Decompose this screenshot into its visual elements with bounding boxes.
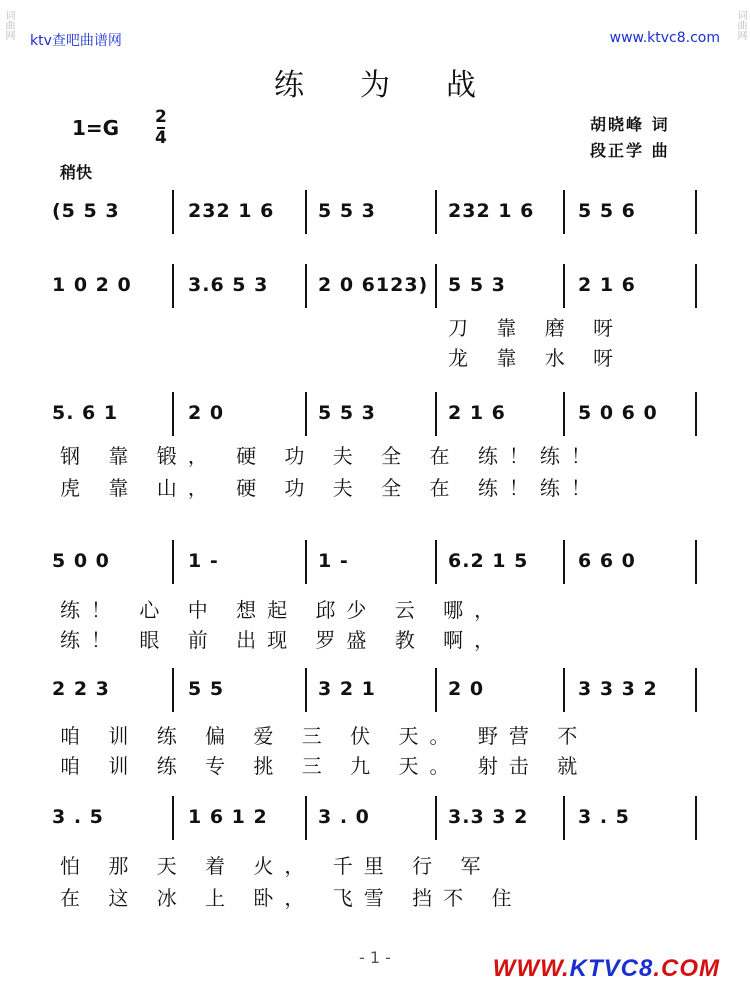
bar-line	[563, 392, 565, 436]
lyric-line-verse1: 练！ 心 中 想起 邱少 云 哪，	[60, 598, 506, 622]
right-side-watermark	[734, 0, 748, 1006]
lyricist-credit: 胡晓峰 词	[590, 115, 670, 134]
site-logo	[493, 955, 720, 983]
bar-line	[172, 392, 174, 436]
measure: 2 1 6	[578, 274, 636, 296]
logo-mid: KTVC8	[569, 955, 654, 982]
bar-line	[435, 540, 437, 584]
measure: 5 5	[188, 678, 225, 700]
measure: 3 . 0	[318, 806, 370, 828]
watermark-text: 词曲网	[3, 10, 14, 40]
meter-top: 2	[155, 107, 167, 127]
notation-row	[0, 392, 750, 436]
bar-line	[172, 668, 174, 712]
logo-suffix: .COM	[653, 955, 720, 982]
bar-line	[305, 540, 307, 584]
bar-line	[172, 264, 174, 308]
notation-row	[0, 190, 750, 234]
tempo-marking: 稍快	[60, 163, 93, 182]
lyric-line-verse1: 咱 训 练 偏 爱 三 伏 天。 野营 不	[60, 724, 589, 748]
bar-line	[305, 668, 307, 712]
key-signature: 1=G	[72, 116, 120, 140]
measure: 1 6 1 2	[188, 806, 268, 828]
bar-line	[435, 190, 437, 234]
measure: 2 0	[448, 678, 485, 700]
measure: 232 1 6	[188, 200, 275, 222]
measure: 5 0 0	[52, 550, 110, 572]
logo-prefix: WWW.	[492, 955, 570, 982]
measure: 5 5 3	[318, 200, 376, 222]
bar-line	[695, 796, 697, 840]
notation-row	[0, 668, 750, 712]
bar-line	[695, 392, 697, 436]
lyric-line-verse2: 虎 靠 山， 硬 功 夫 全 在 练！练！	[60, 476, 602, 500]
bar-line	[563, 190, 565, 234]
watermark-text: 词曲网	[735, 10, 746, 40]
measure: 1 0 2 0	[52, 274, 132, 296]
left-side-watermark	[2, 0, 16, 1006]
measure: 5 5 3	[448, 274, 506, 296]
bar-line	[435, 668, 437, 712]
measure: 1 -	[318, 550, 349, 572]
lyric-line-verse1: 钢 靠 锻， 硬 功 夫 全 在 练！练！	[60, 444, 602, 468]
measure: 6 6 0	[578, 550, 636, 572]
measure: 5 5 6	[578, 200, 636, 222]
measure: 3 3 3 2	[578, 678, 658, 700]
measure: 3.3 3 2	[448, 806, 529, 828]
lyric-line-verse1: 刀 靠 磨 呀	[448, 316, 625, 340]
lyric-line-verse2: 练！ 眼 前 出现 罗盛 教 啊，	[60, 628, 506, 652]
page-number: - 1 -	[359, 948, 391, 967]
site-name-left: ktv查吧曲谱网	[30, 33, 122, 49]
bar-line	[695, 540, 697, 584]
bar-line	[305, 264, 307, 308]
bar-line	[695, 668, 697, 712]
bar-line	[435, 796, 437, 840]
bar-line	[435, 392, 437, 436]
measure: (5 5 3	[52, 200, 120, 222]
composer-credit: 段正学 曲	[590, 141, 670, 160]
measure: 2 0 6123)	[318, 274, 429, 296]
site-url-right: www.ktvc8.com	[609, 30, 720, 46]
time-signature	[155, 108, 167, 148]
measure: 2 1 6	[448, 402, 506, 424]
bar-line	[695, 264, 697, 308]
bar-line	[172, 540, 174, 584]
measure: 3 . 5	[52, 806, 104, 828]
measure: 5 0 6 0	[578, 402, 658, 424]
measure: 3 . 5	[578, 806, 630, 828]
lyric-line-verse2: 龙 靠 水 呀	[448, 346, 625, 370]
meter-bottom: 4	[155, 128, 167, 148]
measure: 3 2 1	[318, 678, 376, 700]
notation-row	[0, 796, 750, 840]
measure: 232 1 6	[448, 200, 535, 222]
bar-line	[305, 392, 307, 436]
bar-line	[695, 190, 697, 234]
notation-row	[0, 540, 750, 584]
lyric-line-verse2: 咱 训 练 专 挑 三 九 天。 射击 就	[60, 754, 589, 778]
bar-line	[435, 264, 437, 308]
bar-line	[563, 540, 565, 584]
measure: 2 0	[188, 402, 225, 424]
lyric-line-verse2: 在 这 冰 上 卧， 飞雪 挡不 住	[60, 886, 523, 910]
notation-row	[0, 264, 750, 308]
bar-line	[563, 264, 565, 308]
bar-line	[305, 190, 307, 234]
song-title: 练为战	[274, 68, 532, 103]
measure: 5 5 3	[318, 402, 376, 424]
measure: 1 -	[188, 550, 219, 572]
bar-line	[563, 796, 565, 840]
measure: 3.6 5 3	[188, 274, 269, 296]
measure: 6.2 1 5	[448, 550, 529, 572]
lyric-line-verse1: 怕 那 天 着 火， 千里 行 军	[60, 854, 492, 878]
bar-line	[305, 796, 307, 840]
bar-line	[172, 796, 174, 840]
bar-line	[172, 190, 174, 234]
measure: 5. 6 1	[52, 402, 119, 424]
measure: 2 2 3	[52, 678, 110, 700]
bar-line	[563, 668, 565, 712]
